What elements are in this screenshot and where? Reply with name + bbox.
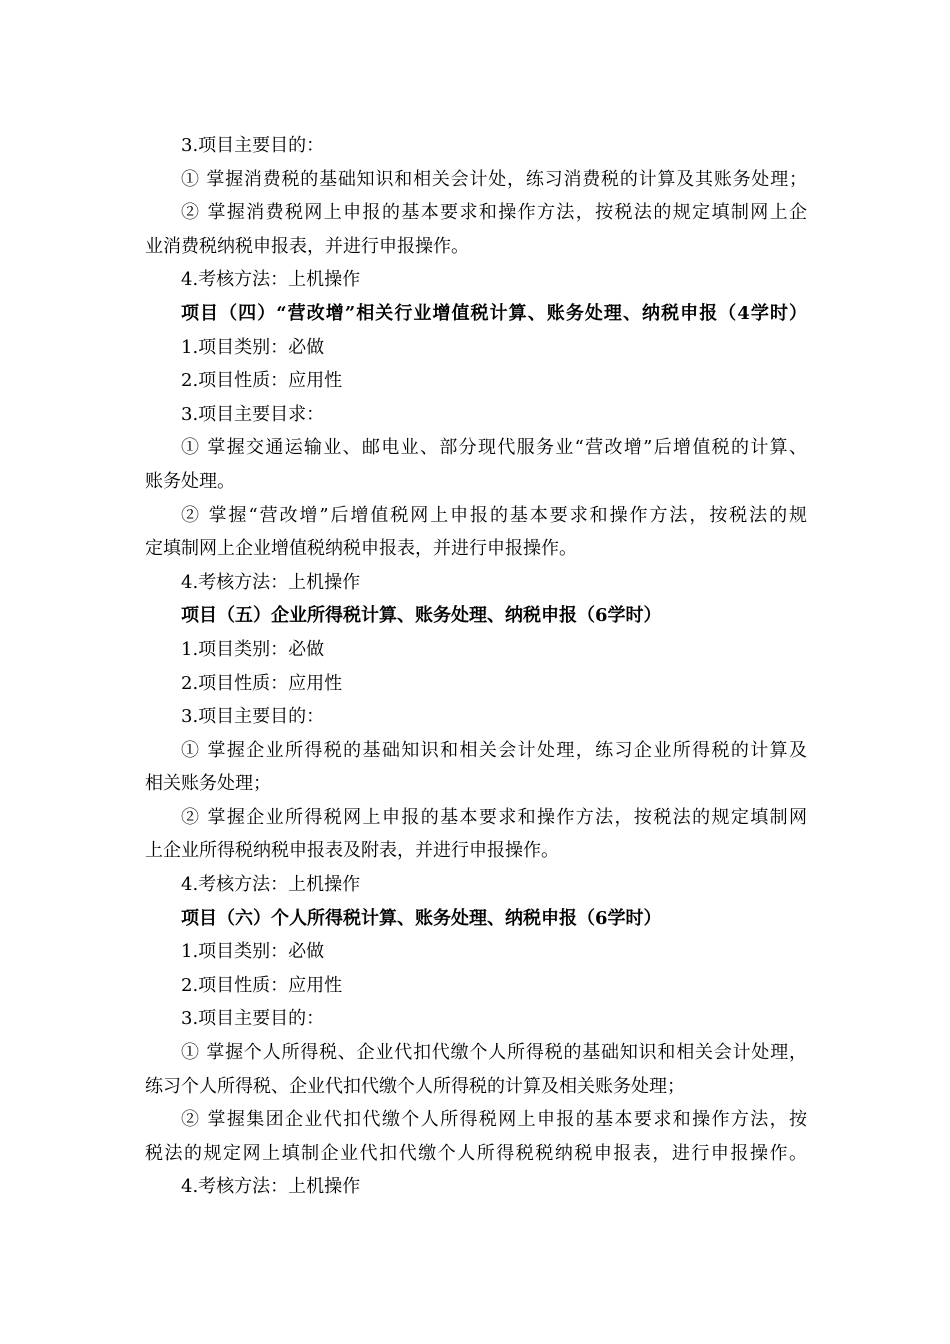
text-line: 4.考核方法：上机操作 xyxy=(181,874,361,896)
text-line: ② 掌握集团企业代扣代缴个人所得税网上申报的基本要求和操作方法，按 xyxy=(181,1109,807,1131)
text-line: 账务处理。 xyxy=(145,470,235,492)
text-line: 4.考核方法：上机操作 xyxy=(181,269,361,291)
section-heading: 项目（四）“营改增”相关行业增值税计算、账务处理、纳税申报（4学时） xyxy=(181,302,807,324)
text-line: 上企业所得税纳税申报表及附表，并进行申报操作。 xyxy=(145,840,559,862)
text-line: ① 掌握消费税的基础知识和相关会计处，练习消费税的计算及其账务处理； xyxy=(181,168,807,190)
text-line: ① 掌握个人所得税、企业代扣代缴个人所得税的基础知识和相关会计处理， xyxy=(181,1042,807,1064)
text-line: 练习个人所得税、企业代扣代缴个人所得税的计算及相关账务处理； xyxy=(145,1075,685,1097)
text-line: 3.项目主要目的： xyxy=(181,706,325,728)
section-heading: 项目（六）个人所得税计算、账务处理、纳税申报（6学时） xyxy=(181,907,662,929)
section-heading: 项目（五）企业所得税计算、账务处理、纳税申报（6学时） xyxy=(181,605,662,627)
text-line: 2.项目性质：应用性 xyxy=(181,974,343,996)
document-body xyxy=(145,129,807,1204)
text-line: 税法的规定网上填制企业代扣代缴个人所得税税纳税申报表，进行申报操作。 xyxy=(145,1142,807,1164)
text-line: 1.项目类别：必做 xyxy=(181,941,325,963)
text-line: 4.考核方法：上机操作 xyxy=(181,1176,361,1198)
text-line: 4.考核方法：上机操作 xyxy=(181,571,361,593)
text-line: ① 掌握企业所得税的基础知识和相关会计处理，练习企业所得税的计算及 xyxy=(181,739,807,761)
text-line: 1.项目类别：必做 xyxy=(181,638,325,660)
text-line: 相关账务处理； xyxy=(145,773,271,795)
text-line: 2.项目性质：应用性 xyxy=(181,672,343,694)
text-line: 3.项目主要目的： xyxy=(181,1008,325,1030)
text-line: 业消费税纳税申报表，并进行申报操作。 xyxy=(145,235,469,257)
text-line: ② 掌握“营改增”后增值税网上申报的基本要求和操作方法，按税法的规 xyxy=(181,504,807,526)
text-line: ② 掌握消费税网上申报的基本要求和操作方法，按税法的规定填制网上企 xyxy=(181,202,807,224)
text-line: 定填制网上企业增值税纳税申报表，并进行申报操作。 xyxy=(145,538,577,560)
text-line: ② 掌握企业所得税网上申报的基本要求和操作方法，按税法的规定填制网 xyxy=(181,806,807,828)
text-line: 2.项目性质：应用性 xyxy=(181,370,343,392)
text-line: 3.项目主要目求： xyxy=(181,403,325,425)
text-line: 3.项目主要目的： xyxy=(181,135,325,156)
text-line: ① 掌握交通运输业、邮电业、部分现代服务业“营改增”后增值税的计算、 xyxy=(181,437,807,459)
text-line: 1.项目类别：必做 xyxy=(181,336,325,358)
